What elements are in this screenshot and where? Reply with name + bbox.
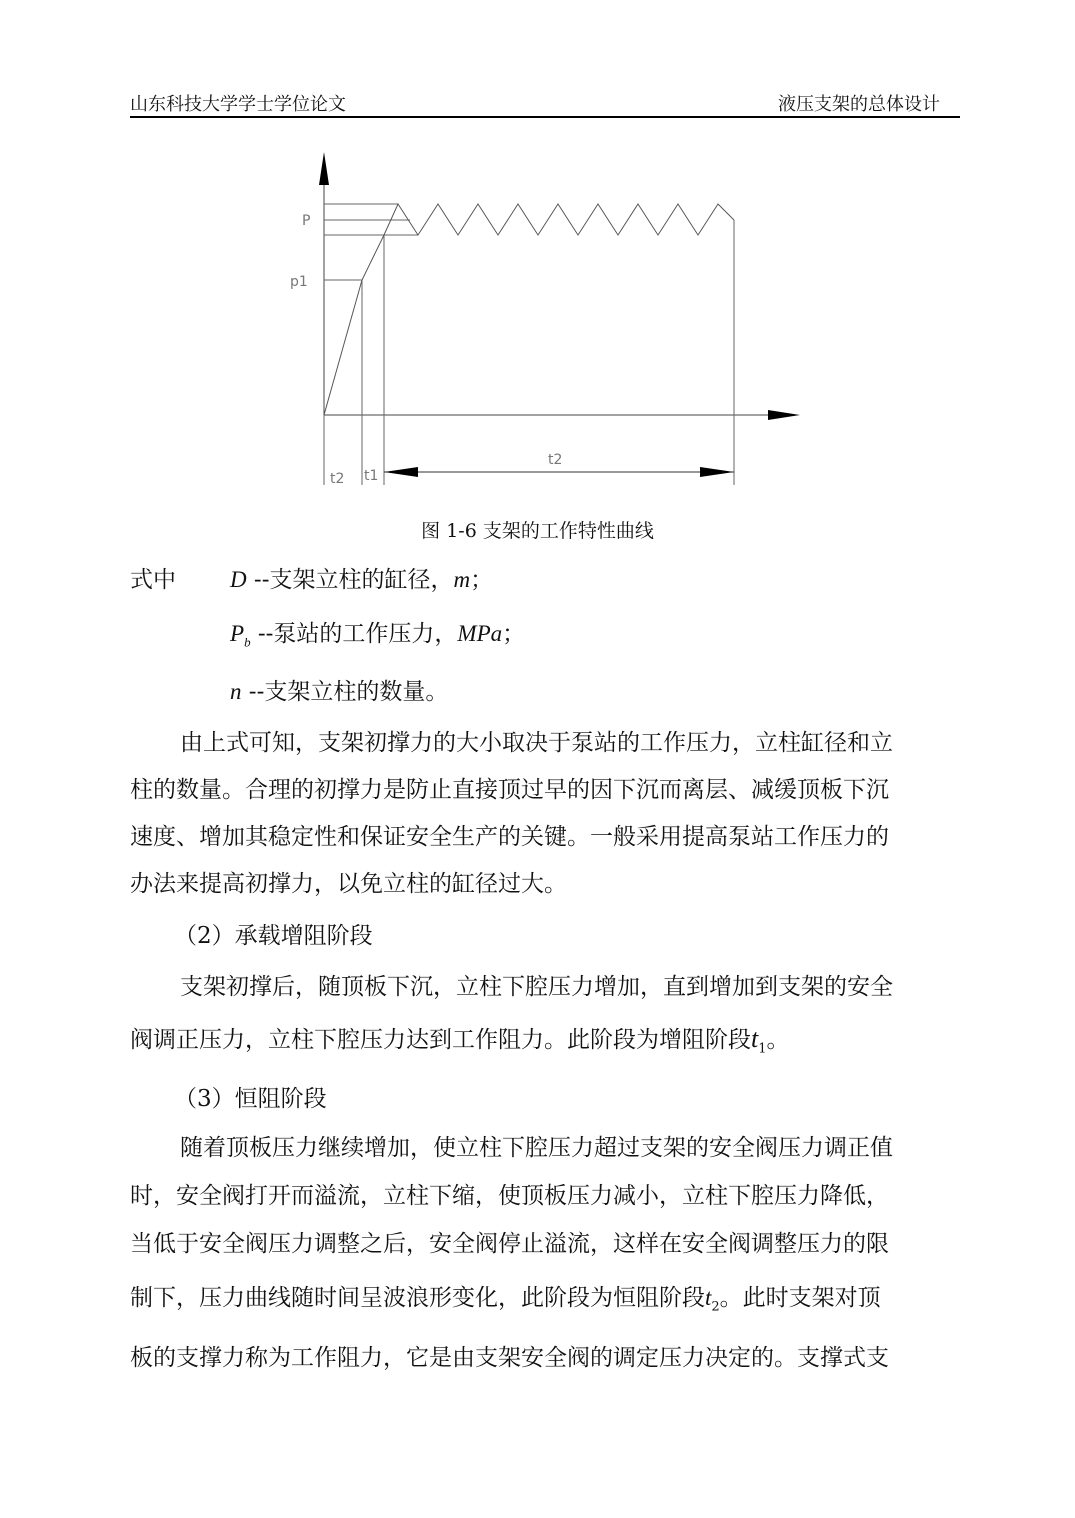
para3-symbol: t	[705, 1285, 712, 1310]
symbol-d: D	[230, 567, 247, 592]
header-right: 液压支架的总体设计	[778, 94, 940, 115]
para1-line4: 办法来提高初撑力，以免立柱的缸径过大。	[130, 871, 567, 897]
symbol-pb-desc: --泵站的工作压力，	[250, 621, 458, 647]
para1-line1: 由上式可知，支架初撑力的大小取决于泵站的工作压力，立柱缸径和立	[180, 730, 893, 756]
heading-stage2: （2）承载增阻阶段	[174, 923, 373, 949]
para3-line2: 时，安全阀打开而溢流，立柱下缩，使顶板压力减小，立柱下腔压力降低，	[130, 1183, 889, 1209]
t2-right-label: t2	[548, 452, 563, 468]
para3-line5: 板的支撑力称为工作阻力，它是由支架安全阀的调定压力决定的。支撑式支	[130, 1345, 889, 1371]
para2-symbol: t	[751, 1024, 759, 1053]
para2-line2	[130, 1025, 790, 1064]
pressure-curve	[324, 204, 734, 415]
page-header	[130, 86, 960, 118]
symbol-pb-unit: MPa	[457, 621, 503, 646]
para2-symbol-sub: 1	[758, 1041, 767, 1057]
para2-line2-text: 阀调正压力，立柱下腔压力达到工作阻力。此阶段为增阻阶段	[130, 1027, 751, 1053]
symbol-pb-sub: b	[244, 634, 251, 650]
para1-line2: 柱的数量。合理的初撑力是防止直接顶过早的因下沉而离层、减缓顶板下沉	[130, 777, 889, 803]
para2-end: 。	[766, 1027, 790, 1053]
symbols-title: 式中	[130, 567, 176, 593]
symbol-pb-line	[230, 620, 525, 657]
header-left: 山东科技大学学士学位论文	[130, 94, 346, 115]
symbol-pb: P	[230, 621, 245, 646]
work-characteristic-figure	[280, 140, 820, 500]
p-label: P	[302, 213, 311, 229]
symbol-d-unit: m	[453, 567, 471, 592]
t2-arrow-left	[384, 467, 418, 477]
para1-line3: 速度、增加其稳定性和保证安全生产的关键。一般采用提高泵站工作压力的	[130, 824, 889, 850]
symbol-d-line	[230, 566, 493, 594]
para3-symbol-sub: 2	[711, 1299, 720, 1315]
symbol-d-desc: --支架立柱的缸径，	[246, 567, 454, 593]
symbol-pb-end: ；	[502, 621, 526, 647]
para3-line4-end: 。此时支架对顶	[719, 1285, 881, 1311]
para3-line3: 当低于安全阀压力调整之后，安全阀停止溢流，这样在安全阀调整压力的限	[130, 1231, 889, 1257]
para2-line1: 支架初撑后，随顶板下沉，立柱下腔压力增加，直到增加到支架的安全	[180, 974, 893, 1000]
figure-caption: 图 1-6 支架的工作特性曲线	[421, 520, 654, 542]
y-axis-arrow	[319, 152, 329, 185]
para3-line1: 随着顶板压力继续增加，使立柱下腔压力超过支架的安全阀压力调正值	[180, 1135, 893, 1161]
p1-label: p1	[290, 274, 308, 290]
symbol-n-desc: --支架立柱的数量。	[241, 679, 449, 705]
symbol-n: n	[230, 679, 242, 704]
heading-stage3: （3）恒阻阶段	[174, 1086, 327, 1112]
t1-label: t1	[364, 468, 379, 484]
t2-arrow-right	[700, 467, 734, 477]
symbol-n-line	[230, 678, 448, 706]
t2-left-label: t2	[330, 471, 345, 487]
para3-line4	[130, 1284, 881, 1322]
x-axis-arrow	[768, 410, 800, 420]
symbol-d-end: ；	[470, 567, 494, 593]
para3-line4-text: 制下，压力曲线随时间呈波浪形变化，此阶段为恒阻阶段	[130, 1285, 705, 1311]
